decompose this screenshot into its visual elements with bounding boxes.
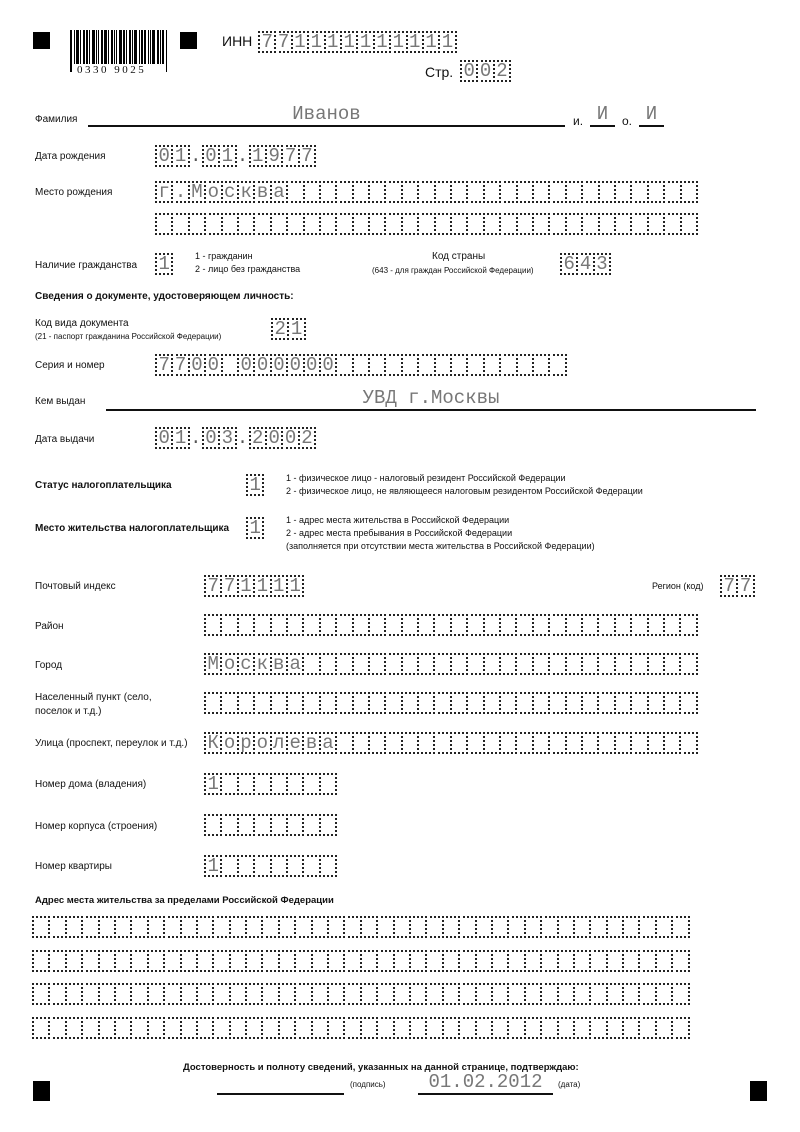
char-cell[interactable] <box>679 692 697 714</box>
char-cell[interactable]: 1 <box>389 31 407 53</box>
signature-field[interactable] <box>217 1071 344 1095</box>
issue-year-field[interactable] <box>249 427 317 449</box>
birth-date-label: Дата рождения <box>35 151 106 162</box>
barcode-bar <box>96 30 97 64</box>
char-cell[interactable] <box>319 814 337 836</box>
char-cell[interactable]: 7 <box>720 575 738 597</box>
citizenship-options <box>195 250 300 276</box>
char-cell[interactable]: 1 <box>438 31 456 53</box>
barcode-bar <box>92 30 95 64</box>
char-cell[interactable] <box>679 732 697 754</box>
surname-label: Фамилия <box>35 114 78 125</box>
char-cell[interactable]: 1 <box>287 318 305 340</box>
abroad-address-line-3[interactable] <box>32 983 690 1005</box>
registration-marker-bottom-left <box>33 1081 50 1101</box>
char-cell[interactable]: 1 <box>270 575 288 597</box>
char-cell[interactable]: 7 <box>220 575 238 597</box>
char-cell[interactable]: 0 <box>460 60 478 82</box>
inn-field[interactable] <box>258 31 457 53</box>
char-cell[interactable]: л <box>270 732 288 754</box>
page-number-field[interactable] <box>460 60 511 82</box>
country-code-hint: (643 - для граждан Российской Федерации) <box>372 266 534 275</box>
surname-field[interactable]: Иванов <box>88 103 565 127</box>
building-label: Номер корпуса (строения) <box>35 821 158 832</box>
char-cell[interactable]: 1 <box>218 145 236 167</box>
birth-day-field[interactable] <box>155 145 190 167</box>
char-cell[interactable]: 0 <box>270 354 288 376</box>
char-cell[interactable]: 0 <box>202 427 220 449</box>
barcode-bar <box>126 30 127 64</box>
citizenship-field[interactable] <box>155 253 173 275</box>
char-cell[interactable]: к <box>253 653 271 675</box>
char-cell[interactable] <box>671 916 689 938</box>
char-cell[interactable] <box>671 983 689 1005</box>
char-cell[interactable] <box>680 181 698 203</box>
char-cell[interactable]: 0 <box>286 354 304 376</box>
char-cell[interactable] <box>671 1017 689 1039</box>
registration-marker-top-left <box>33 32 50 49</box>
barcode-bar <box>119 30 122 64</box>
birth-place-line1-field[interactable] <box>155 181 698 203</box>
doc-type-label: Код вида документа <box>35 318 129 329</box>
taxpayer-status-options <box>286 472 643 498</box>
street-label: Улица (проспект, переулок и т.д.) <box>35 738 188 749</box>
series-number-field[interactable] <box>155 354 567 376</box>
char-cell[interactable]: 1 <box>171 145 189 167</box>
issue-month-field[interactable] <box>202 427 237 449</box>
char-cell[interactable] <box>679 614 697 636</box>
char-cell[interactable] <box>548 354 566 376</box>
barcode-bar <box>74 30 75 64</box>
abroad-address-line-1[interactable] <box>32 916 690 938</box>
char-cell[interactable]: с <box>221 181 239 203</box>
char-cell[interactable]: 1 <box>246 517 264 539</box>
char-cell[interactable]: а <box>286 653 304 675</box>
abroad-address-line-4[interactable] <box>32 1017 690 1039</box>
char-cell[interactable]: 1 <box>291 31 309 53</box>
postal-code-field[interactable] <box>204 575 304 597</box>
char-cell[interactable] <box>319 773 337 795</box>
barcode-bar <box>132 30 133 64</box>
issue-date-label: Дата выдачи <box>35 434 95 445</box>
char-cell[interactable]: 4 <box>576 253 594 275</box>
char-cell[interactable]: 0 <box>188 354 206 376</box>
taxpayer-status-label: Статус налогоплательщика <box>35 480 172 491</box>
registration-marker-bottom-right <box>750 1081 767 1101</box>
apartment-field[interactable] <box>204 855 337 877</box>
registration-marker-top-center <box>180 32 197 49</box>
barcode-number: 0330 9025 <box>77 64 147 76</box>
char-cell[interactable]: 0 <box>155 145 173 167</box>
initial-patronymic-field[interactable]: И <box>639 103 664 127</box>
char-cell[interactable]: 7 <box>258 31 276 53</box>
city-label: Город <box>35 660 63 671</box>
char-cell[interactable]: о <box>220 653 238 675</box>
barcode-bar <box>89 30 90 64</box>
citizenship-option-2: 2 - лицо без гражданства <box>195 264 301 274</box>
char-cell[interactable]: 7 <box>171 354 189 376</box>
district-field[interactable] <box>204 614 698 636</box>
char-cell[interactable]: 1 <box>237 575 255 597</box>
signature-label: (подпись) <box>350 1080 386 1089</box>
char-cell[interactable]: о <box>204 181 222 203</box>
locality-label <box>35 691 152 719</box>
issue-date-field[interactable] <box>155 427 316 449</box>
char-cell[interactable] <box>679 653 697 675</box>
residence-option-note: (заполняется при отсутствии места жительства в Российской Федерации) <box>286 541 595 551</box>
char-cell[interactable]: 1 <box>171 427 189 449</box>
initial-name-label: и. <box>573 114 584 128</box>
locality-field[interactable] <box>204 692 698 714</box>
char-cell[interactable]: г <box>155 181 173 203</box>
abroad-address-title: Адрес места жительства за пределами Российской Федерации <box>35 895 334 906</box>
barcode-bar <box>129 30 131 64</box>
date-separator: . <box>190 147 202 167</box>
char-cell[interactable]: 0 <box>476 60 494 82</box>
date-separator: . <box>237 147 248 167</box>
char-cell[interactable]: 2 <box>249 427 267 449</box>
taxpayer-status-field[interactable] <box>246 474 264 496</box>
char-cell[interactable]: к <box>237 181 255 203</box>
house-label: Номер дома (владения) <box>35 779 147 790</box>
char-cell[interactable]: о <box>220 732 238 754</box>
char-cell[interactable]: М <box>188 181 206 203</box>
barcode-bar <box>157 30 159 64</box>
residence-label: Место жительства налогоплательщика <box>35 523 230 534</box>
barcode-bar <box>70 30 72 72</box>
char-cell[interactable]: 0 <box>281 427 299 449</box>
char-cell[interactable]: 7 <box>298 145 316 167</box>
char-cell[interactable]: 1 <box>204 773 222 795</box>
char-cell[interactable]: 7 <box>274 31 292 53</box>
postal-code-label: Почтовый индекс <box>35 581 116 592</box>
char-cell[interactable]: 3 <box>593 253 611 275</box>
char-cell[interactable]: 2 <box>493 60 511 82</box>
char-cell[interactable]: 0 <box>237 354 255 376</box>
char-cell[interactable]: 1 <box>204 855 222 877</box>
street-field[interactable] <box>204 732 698 754</box>
barcode-bar <box>162 30 164 64</box>
char-cell[interactable]: 1 <box>286 575 304 597</box>
char-cell[interactable]: 1 <box>307 31 325 53</box>
barcode-bar <box>144 30 146 64</box>
building-field[interactable] <box>204 814 337 836</box>
signature-date-field[interactable]: 01.02.2012 <box>418 1071 553 1095</box>
char-cell[interactable]: в <box>302 732 320 754</box>
residence-option-1: 1 - адрес места жительства в Российской Федерации <box>286 515 510 525</box>
barcode-bar <box>98 30 99 64</box>
document-section-title: Сведения о документе, удостоверяющем личность: <box>35 291 294 302</box>
birth-date-field[interactable] <box>155 145 316 167</box>
apartment-label: Номер квартиры <box>35 861 112 872</box>
issue-day-field[interactable] <box>155 427 190 449</box>
barcode-bar <box>80 30 81 64</box>
residence-option-2: 2 - адрес места пребывания в Российской Федерации <box>286 528 513 538</box>
date-separator: . <box>237 429 248 449</box>
char-cell[interactable]: . <box>171 181 189 203</box>
barcode-bar <box>139 30 140 64</box>
date-label: (дата) <box>558 1080 581 1089</box>
birth-place-label: Место рождения <box>35 187 113 198</box>
char-cell[interactable]: р <box>237 732 255 754</box>
barcode-bar <box>166 30 167 72</box>
date-separator: . <box>190 429 202 449</box>
char-cell[interactable]: М <box>204 653 222 675</box>
char-cell[interactable]: 1 <box>373 31 391 53</box>
series-number-label: Серия и номер <box>35 360 105 371</box>
char-cell[interactable]: 1 <box>422 31 440 53</box>
barcode-bar <box>150 30 151 64</box>
char-cell[interactable]: 7 <box>281 145 299 167</box>
inn-label: ИНН <box>222 33 253 49</box>
char-cell[interactable]: е <box>286 732 304 754</box>
char-cell[interactable]: 1 <box>340 31 358 53</box>
char-cell[interactable] <box>319 855 337 877</box>
district-label: Район <box>35 621 64 632</box>
char-cell[interactable]: 0 <box>319 354 337 376</box>
char-cell[interactable]: 3 <box>218 427 236 449</box>
residence-options <box>286 514 595 553</box>
char-cell[interactable]: в <box>253 181 271 203</box>
char-cell[interactable]: 1 <box>324 31 342 53</box>
barcode-bar <box>86 30 88 64</box>
issued-by-label: Кем выдан <box>35 396 86 407</box>
city-field[interactable] <box>204 653 698 675</box>
char-cell[interactable]: 0 <box>265 427 283 449</box>
birth-year-field[interactable] <box>249 145 317 167</box>
country-code-label: Код страны <box>432 251 486 262</box>
char-cell[interactable]: 9 <box>265 145 283 167</box>
char-cell[interactable]: 7 <box>204 575 222 597</box>
citizenship-label: Наличие гражданства <box>35 260 138 271</box>
char-cell[interactable]: К <box>204 732 222 754</box>
region-label: Регион (код) <box>652 581 704 591</box>
char-cell[interactable] <box>671 950 689 972</box>
confirmation-text: Достоверность и полноту сведений, указанных на данной странице, подтверждаю: <box>183 1062 579 1073</box>
barcode-bar <box>141 30 143 64</box>
char-cell[interactable]: 1 <box>246 474 264 496</box>
char-cell[interactable]: 0 <box>303 354 321 376</box>
house-field[interactable] <box>204 773 337 795</box>
char-cell[interactable]: 2 <box>271 318 289 340</box>
page-label: Стр. <box>425 64 454 80</box>
doc-type-field[interactable] <box>271 318 306 340</box>
barcode-bar <box>83 30 85 64</box>
residence-field[interactable] <box>246 517 264 539</box>
barcode-bar <box>108 30 109 64</box>
initial-name-field[interactable]: И <box>590 103 615 127</box>
issued-by-field[interactable]: УВД г.Москвы <box>106 387 756 411</box>
barcode-bar <box>123 30 125 64</box>
char-cell[interactable] <box>680 213 698 235</box>
char-cell[interactable]: 6 <box>560 253 578 275</box>
initial-patronymic-label: о. <box>622 114 633 128</box>
char-cell[interactable]: 2 <box>298 427 316 449</box>
char-cell[interactable]: 1 <box>249 145 267 167</box>
barcode-bar <box>101 30 103 64</box>
char-cell[interactable]: 1 <box>253 575 271 597</box>
char-cell[interactable]: 1 <box>155 253 173 275</box>
char-cell[interactable]: 7 <box>155 354 173 376</box>
char-cell[interactable]: а <box>270 181 288 203</box>
birth-month-field[interactable] <box>202 145 237 167</box>
char-cell[interactable]: о <box>253 732 271 754</box>
birth-place-line2-field[interactable] <box>155 213 698 235</box>
locality-label-line2: поселок и т.д.) <box>35 706 102 717</box>
char-cell[interactable]: 0 <box>253 354 271 376</box>
barcode-bar <box>104 30 107 64</box>
barcode-bar <box>76 30 79 64</box>
abroad-address-line-2[interactable] <box>32 950 690 972</box>
char-cell[interactable]: 0 <box>202 145 220 167</box>
barcode-bar <box>134 30 137 64</box>
char-cell[interactable]: 1 <box>406 31 424 53</box>
char-cell[interactable]: с <box>237 653 255 675</box>
barcode-bar <box>160 30 161 64</box>
char-cell[interactable]: 0 <box>204 354 222 376</box>
char-cell[interactable]: 7 <box>736 575 754 597</box>
country-code-field[interactable] <box>560 253 611 275</box>
locality-label-line1: Населенный пункт (село, <box>35 692 152 703</box>
char-cell[interactable]: а <box>319 732 337 754</box>
barcode-bar <box>148 30 149 64</box>
region-field[interactable] <box>720 575 755 597</box>
barcode-bar <box>114 30 115 64</box>
char-cell[interactable]: 1 <box>356 31 374 53</box>
char-cell[interactable]: в <box>270 653 288 675</box>
barcode-bar <box>111 30 113 64</box>
barcode-bar <box>152 30 155 64</box>
doc-type-hint: (21 - паспорт гражданина Российской Федерации) <box>35 332 222 341</box>
status-option-1: 1 - физическое лицо - налоговый резидент Российской Федерации <box>286 473 566 483</box>
citizenship-option-1: 1 - гражданин <box>195 251 253 261</box>
status-option-2: 2 - физическое лицо, не являющееся налоговым резидентом Российской Федерации <box>286 486 643 496</box>
char-cell[interactable]: 0 <box>155 427 173 449</box>
